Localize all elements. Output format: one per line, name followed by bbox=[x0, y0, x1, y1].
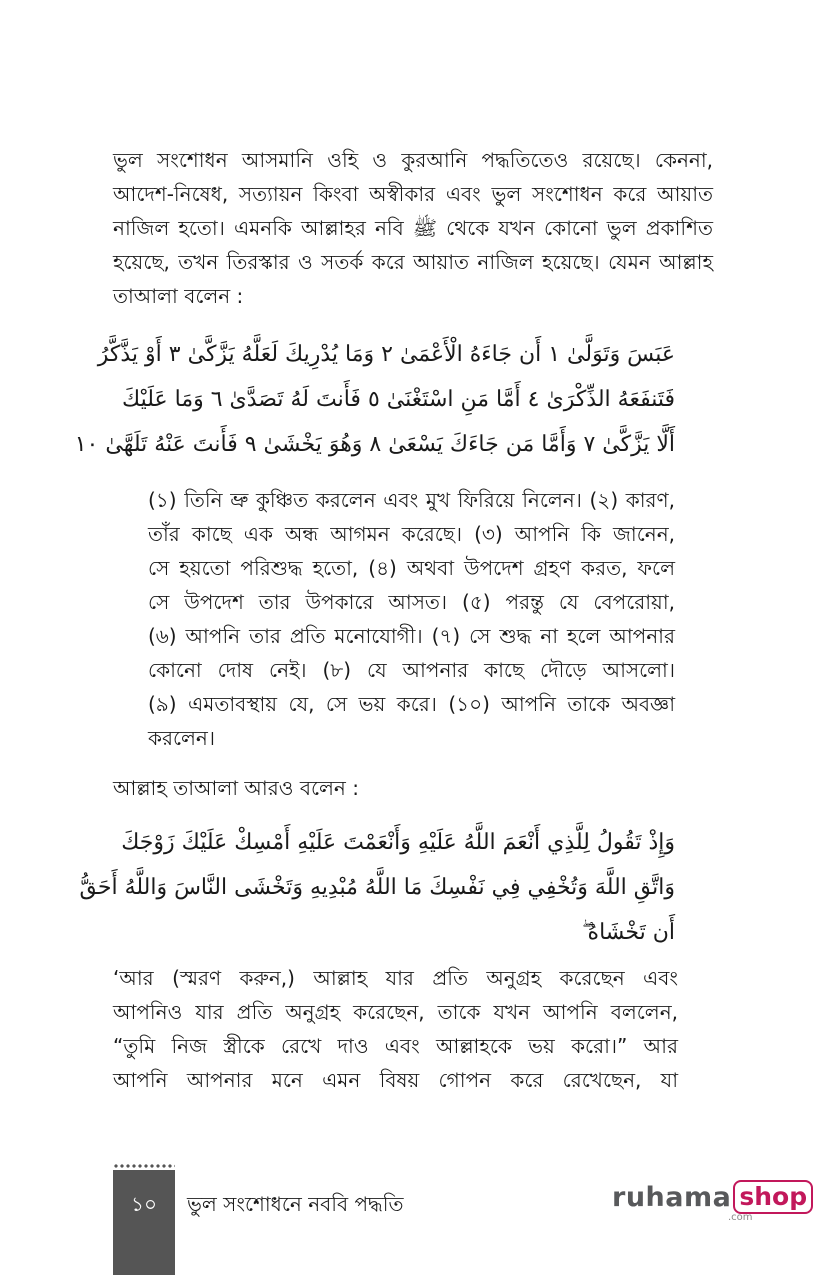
intro-line: তাআলা বলেন : bbox=[113, 284, 244, 308]
translation-block-2 bbox=[113, 961, 678, 1097]
arabic-verse-line: عَبَسَ وَتَوَلَّىٰ ١ أَن جَاءَهُ الْأَعْمَىٰ ٢ وَمَا يُدْرِيكَ لَعَلَّهُ يَزَّكَّىٰ ٣ أَوْ يَذَّكَّرُ bbox=[97, 342, 675, 367]
intro-2-line: আল্লাহ তাআলা আরও বলেন : bbox=[113, 776, 359, 800]
intro-paragraph bbox=[113, 143, 713, 313]
publisher-logo bbox=[612, 1177, 813, 1223]
translation-line: আপনি আপনার মনে এমন বিষয় গোপন করে রেখেছেন, যা bbox=[113, 1068, 678, 1092]
arabic-verse-line: أَن تَخْشَاهُ ۖ bbox=[582, 920, 675, 945]
book-title: ভুল সংশোধনে নববি পদ্ধতি bbox=[187, 1192, 404, 1216]
arabic-verse-line: أَلَّا يَزَّكَّىٰ ٧ وَأَمَّا مَن جَاءَكَ يَسْعَىٰ ٨ وَهُوَ يَخْشَىٰ ٩ فَأَنتَ عَنْهُ تَلَهَّىٰ ١٠ bbox=[74, 432, 675, 457]
translation-line: (১) তিনি ভ্রু কুঞ্চিত করলেন এবং মুখ ফিরিয়ে নিলেন। (২) কারণ, bbox=[148, 488, 675, 512]
translation-line: তাঁর কাছে এক অন্ধ আগমন করেছে। (৩) আপনি কি জানেন, bbox=[148, 522, 675, 546]
logo-wordmark: ruhama bbox=[612, 1181, 732, 1213]
page-number: ১০ bbox=[131, 1192, 157, 1216]
arabic-verse-line: فَتَنفَعَهُ الذِّكْرَىٰ ٤ أَمَّا مَنِ اسْتَغْنَىٰ ٥ فَأَنتَ لَهُ تَصَدَّىٰ ٦ وَمَا عَلَيْكَ bbox=[122, 387, 675, 412]
intro-2 bbox=[113, 771, 713, 805]
intro-line: হয়েছে, তখন তিরস্কার ও সতর্ক করে আয়াত নাজিল হয়েছে। যেমন আল্লাহ bbox=[113, 250, 713, 274]
footer-dots-decoration bbox=[113, 1164, 175, 1168]
translation-line: ‘আর (স্মরণ করুন,) আল্লাহ যার প্রতি অনুগ্রহ করেছেন এবং bbox=[113, 966, 678, 990]
translation-line: করলেন। bbox=[148, 726, 216, 750]
translation-line: “তুমি নিজ স্ত্রীকে রেখে দাও এবং আল্লাহকে ভয় করো।” আর bbox=[113, 1034, 678, 1058]
translation-line: সে হয়তো পরিশুদ্ধ হতো, (৪) অথবা উপদেশ গ্রহণ করত, ফলে bbox=[148, 556, 675, 580]
translation-line: সে উপদেশ তার উপকারে আসত। (৫) পরন্তু যে বেপরোয়া, bbox=[148, 590, 675, 614]
translation-line: কোনো দোষ নেই। (৮) যে আপনার কাছে দৌড়ে আসলো। bbox=[148, 658, 675, 682]
intro-line: আদেশ-নিষেধ, সত্যায়ন কিংবা অস্বীকার এবং ভুল সংশোধন করে আয়াত bbox=[113, 182, 713, 206]
arabic-verse-line: وَاتَّقِ اللَّهَ وَتُخْفِي فِي نَفْسِكَ مَا اللَّهُ مُبْدِيهِ وَتَخْشَى النَّاسَ وَاللَّهُ أَحَقُّ bbox=[79, 875, 675, 900]
intro-line: নাজিল হতো। এমনকি আল্লাহর নবি ﷺ থেকে যখন কোনো ভুল প্রকাশিত bbox=[113, 216, 713, 240]
translation-line: (৯) এমতাবস্থায় যে, সে ভয় করে। (১০) আপনি তাকে অবজ্ঞা bbox=[148, 692, 675, 716]
translation-line: আপনিও যার প্রতি অনুগ্রহ করেছেন, তাকে যখন আপনি বললেন, bbox=[113, 1000, 678, 1024]
translation-line: (৬) আপনি তার প্রতি মনোযোগী। (৭) সে শুদ্ধ না হলে আপনার bbox=[148, 624, 675, 648]
intro-line: ভুল সংশোধন আসমানি ওহি ও কুরআনি পদ্ধতিতেও রয়েছে। কেননা, bbox=[113, 148, 713, 172]
logo-shop-badge: shop bbox=[733, 1180, 813, 1214]
logo-domain: .com bbox=[728, 1212, 753, 1223]
quran-verse-block-2 bbox=[79, 820, 675, 955]
translation-block-1 bbox=[148, 483, 675, 755]
quran-verse-block-1 bbox=[74, 332, 675, 467]
arabic-verse-line: وَإِذْ تَقُولُ لِلَّذِي أَنْعَمَ اللَّهُ عَلَيْهِ وَأَنْعَمْتَ عَلَيْهِ أَمْسِكْ عَلَيْكَ زَوْجَكَ bbox=[121, 830, 675, 855]
